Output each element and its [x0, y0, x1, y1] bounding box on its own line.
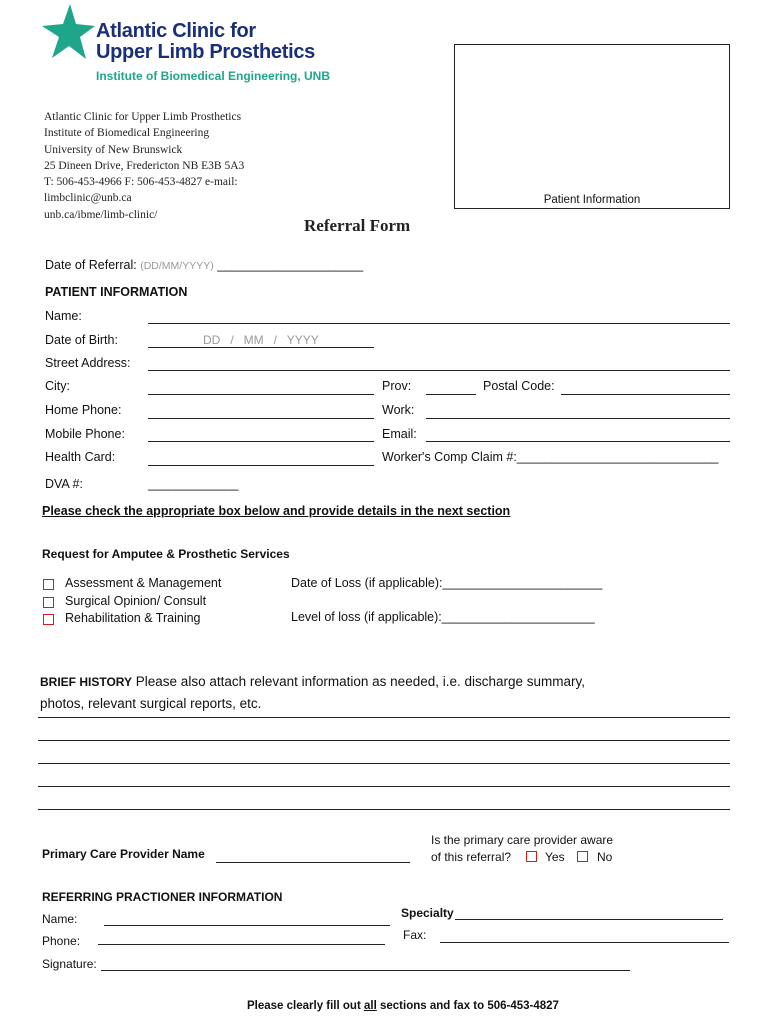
date-of-loss-field[interactable]: Date of Loss (if applicable):_______________________	[291, 576, 603, 590]
patient-info-box[interactable]	[454, 44, 730, 209]
address-line: University of New Brunswick	[44, 143, 183, 156]
instruction-text: Please check the appropriate box below and provide details in the next section	[42, 504, 511, 518]
surgical-checkbox[interactable]	[43, 597, 54, 608]
city-label: City:	[45, 379, 70, 393]
street-field[interactable]	[148, 370, 730, 371]
pcp-no-label: No	[597, 850, 613, 864]
history-line[interactable]	[38, 763, 730, 764]
street-label: Street Address:	[45, 356, 131, 370]
date-blank[interactable]: _____________________	[217, 258, 364, 272]
fax-label: Fax:	[403, 928, 427, 942]
pcp-label: Primary Care Provider Name	[42, 847, 205, 861]
assessment-label: Assessment & Management	[65, 576, 222, 590]
services-heading: Request for Amputee & Prosthetic Services	[42, 547, 290, 561]
address-line: Atlantic Clinic for Upper Limb Prosthetics	[44, 111, 242, 123]
work-field[interactable]	[426, 418, 730, 419]
clinic-logo	[40, 2, 340, 86]
brief-history	[40, 674, 585, 689]
history-line[interactable]	[38, 809, 730, 810]
history-line[interactable]	[38, 740, 730, 741]
brief-history-heading: BRIEF HISTORY	[40, 675, 133, 689]
footer-pre: Please clearly fill out	[247, 1000, 364, 1012]
health-card-label: Health Card:	[45, 450, 116, 464]
rehab-checkbox[interactable]	[43, 614, 54, 625]
referring-phone-label: Phone:	[42, 934, 81, 948]
level-of-loss-field[interactable]: Level of loss (if applicable):______________________	[291, 610, 595, 624]
history-line[interactable]	[38, 717, 730, 718]
brief-history-text2: photos, relevant surgical reports, etc.	[40, 696, 262, 711]
history-line[interactable]	[38, 786, 730, 787]
star-icon	[40, 2, 96, 62]
mobile-phone-field[interactable]	[148, 441, 374, 442]
form-title: Referral Form	[304, 216, 411, 235]
address-line: 25 Dineen Drive, Fredericton NB E3B 5A3	[44, 159, 245, 172]
referring-name-field[interactable]	[104, 925, 390, 926]
name-label: Name:	[45, 309, 82, 323]
work-label: Work:	[382, 403, 415, 417]
address-line: T: 506-453-4966 F: 506-453-4827 e-mail:	[44, 176, 238, 189]
specialty-field[interactable]	[455, 919, 723, 920]
specialty-label: Specialty	[401, 906, 454, 920]
pcp-question-1: Is the primary care provider aware	[431, 833, 614, 847]
address-block	[44, 109, 244, 223]
referring-phone-field[interactable]	[98, 944, 385, 945]
brief-history-text: Please also attach relevant information as needed, i.e. discharge summary,	[135, 674, 586, 689]
dob-placeholder: DD / MM / YYYY	[203, 333, 319, 347]
dob-label: Date of Birth:	[45, 333, 118, 347]
city-field[interactable]	[148, 394, 374, 395]
surgical-label: Surgical Opinion/ Consult	[65, 594, 207, 608]
home-phone-label: Home Phone:	[45, 403, 122, 417]
home-phone-field[interactable]	[148, 418, 374, 419]
address-line: Institute of Biomedical Engineering	[44, 127, 210, 140]
address-line: limbclinic@unb.ca	[44, 192, 132, 205]
postal-field[interactable]	[561, 394, 730, 395]
pcp-no-checkbox[interactable]	[577, 851, 588, 862]
pcp-question-2: of this referral?	[431, 850, 512, 864]
footer-post: sections and fax to 506-453-4827	[376, 1000, 559, 1012]
pcp-yes-label: Yes	[545, 850, 565, 864]
date-placeholder: (DD/MM/YYYY)	[140, 260, 214, 272]
pcp-field[interactable]	[216, 862, 410, 863]
dva-label: DVA #:	[45, 477, 83, 491]
wcc-label[interactable]: Worker's Comp Claim #:_____________________________	[382, 450, 719, 464]
date-of-referral	[45, 258, 363, 272]
dob-field[interactable]	[148, 347, 374, 348]
prov-field[interactable]	[426, 394, 476, 395]
footer-note	[247, 1000, 559, 1012]
rehab-label: Rehabilitation & Training	[65, 611, 201, 625]
patient-section-heading: PATIENT INFORMATION	[45, 285, 188, 299]
pcp-yes-checkbox[interactable]	[526, 851, 537, 862]
health-card-field[interactable]	[148, 465, 374, 466]
logo-line2: Upper Limb Prosthetics	[96, 41, 315, 63]
referring-name-label: Name:	[42, 912, 78, 926]
email-field[interactable]	[426, 441, 730, 442]
assessment-checkbox[interactable]	[43, 579, 54, 590]
logo-subtitle: Institute of Biomedical Engineering, UNB	[96, 69, 331, 83]
footer-all: all	[363, 1000, 377, 1012]
logo-line1: Atlantic Clinic for	[96, 20, 256, 42]
fax-field[interactable]	[440, 942, 729, 943]
mobile-phone-label: Mobile Phone:	[45, 427, 125, 441]
referring-heading: REFERRING PRACTIONER INFORMATION	[42, 890, 283, 904]
dva-field[interactable]: _____________	[148, 477, 239, 491]
name-field[interactable]	[148, 323, 730, 324]
referring-signature-field[interactable]	[101, 970, 630, 971]
referring-signature-label: Signature:	[42, 957, 97, 971]
email-label: Email:	[382, 427, 417, 441]
patient-info-box-label: Patient Information	[543, 194, 641, 206]
address-line: unb.ca/ibme/limb-clinic/	[44, 208, 158, 221]
prov-label: Prov:	[382, 379, 412, 393]
postal-label: Postal Code:	[483, 379, 555, 393]
date-of-referral-label: Date of Referral:	[45, 258, 137, 272]
